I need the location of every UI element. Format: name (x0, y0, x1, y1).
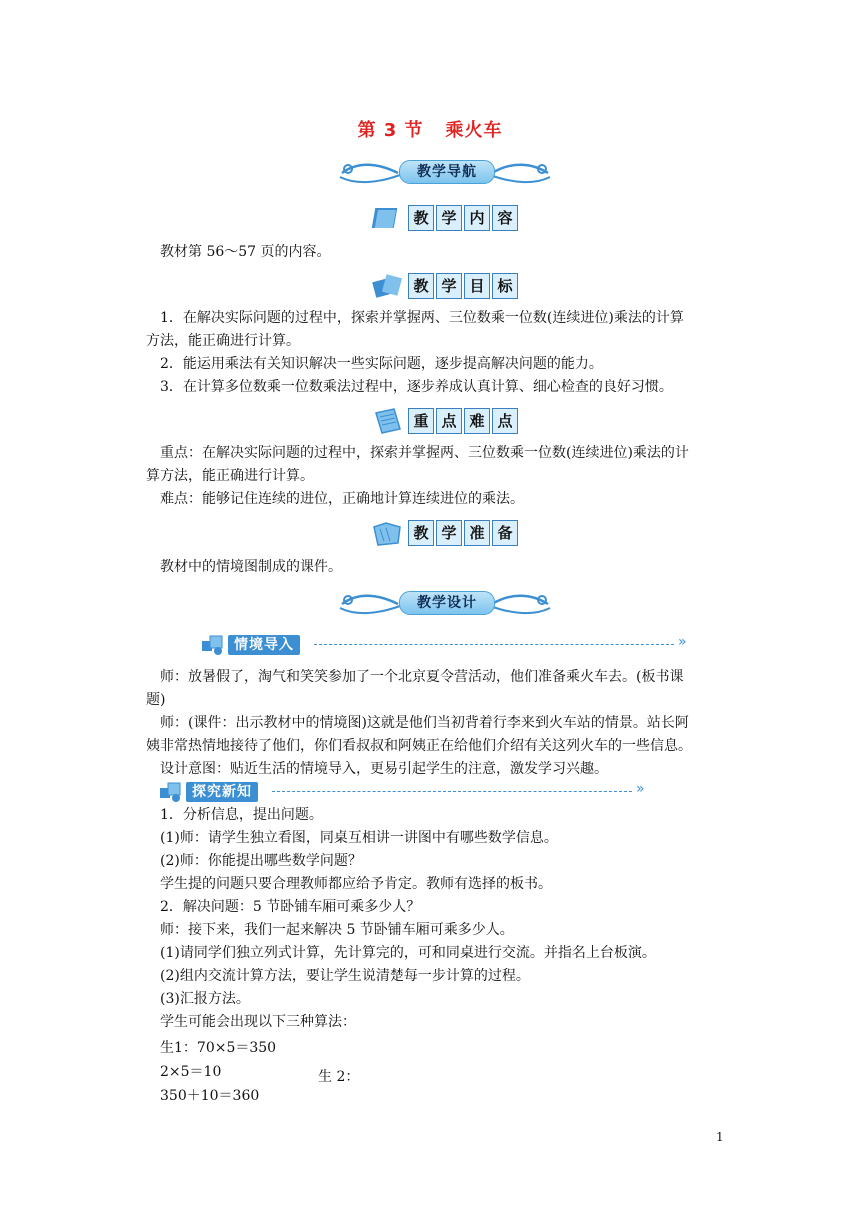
explore-line: 学生可能会出现以下三种算法： (160, 1014, 356, 1030)
double-arrow-icon: » (636, 781, 645, 797)
blocks-icon (200, 633, 226, 657)
page-number: 1 (716, 1130, 724, 1144)
target-icon (370, 272, 406, 300)
section-char: 学 (436, 520, 462, 546)
intro-line: 设计意图：贴近生活的情境导入，更易引起学生的注意，激发学习兴趣。 (160, 761, 608, 777)
goal-line: 2．能运用乘法有关知识解决一些实际问题，逐步提高解决问题的能力。 (160, 356, 603, 372)
tag-explore-new (158, 780, 658, 802)
goal-line: 3．在计算多位数乘一位数乘法过程中，逐步养成认真计算、细心检查的良好习惯。 (160, 379, 673, 395)
explore-line: 学生提的问题只要合理教师都应给予肯定。教师有选择的板书。 (160, 876, 552, 892)
explore-line: (2)师：你能提出哪些数学问题？ (160, 853, 362, 869)
banner-label: 教学导航 (399, 160, 495, 184)
section-char: 难 (464, 408, 490, 434)
section-char: 内 (464, 205, 490, 231)
calc-student-1 (160, 1036, 276, 1108)
intro-line: 题) (146, 692, 166, 708)
explore-line: (1)请同学们独立列式计算，先计算完的，可和同桌进行交流。并指名上台板演。 (160, 945, 656, 961)
key-line: 重点：在解决实际问题的过程中，探索并掌握两、三位数乘一位数(连续进位)乘法的计 (160, 445, 689, 461)
tag-label: 情境导入 (228, 635, 300, 655)
calc-line: 生1：70×5＝350 (160, 1040, 277, 1056)
blocks-icon (158, 780, 184, 804)
intro-text (146, 666, 736, 781)
keys-text (146, 442, 736, 511)
intro-line: 师：放暑假了，淘气和笑笑参加了一个北京夏令营活动，他们准备乘火车去。(板书课 (160, 669, 684, 685)
calc-line: 350＋10＝360 (160, 1088, 260, 1104)
page-title (0, 116, 860, 142)
explore-line: 师：接下来，我们一起来解决 5 节卧铺车厢可乘多少人。 (160, 922, 514, 938)
dashed-divider (272, 791, 632, 792)
content-text: 教材第 56～57 页的内容。 (160, 244, 331, 260)
double-arrow-icon: » (678, 634, 687, 650)
tag-scenario-intro (200, 633, 700, 655)
section-char: 目 (464, 273, 490, 299)
explore-line: (3)汇报方法。 (160, 991, 250, 1007)
book-icon (370, 204, 406, 232)
explore-line: 1．分析信息，提出问题。 (160, 807, 323, 823)
goal-line: 1．在解决实际问题的过程中，探索并掌握两、三位数乘一位数(连续进位)乘法的计算 (160, 310, 684, 326)
section-char: 点 (492, 408, 518, 434)
section-char: 点 (436, 408, 462, 434)
dashed-divider (314, 644, 674, 645)
intro-line: 姨非常热情地接待了他们，你们看叔叔和阿姨正在给他们介绍有关这列火车的一些信息。 (146, 738, 692, 754)
key-line: 算方法，能正确进行计算。 (146, 468, 314, 484)
banner-teaching-design (338, 586, 552, 620)
paper-icon (370, 407, 406, 435)
section-char: 教 (408, 520, 434, 546)
intro-line: 师：(课件：出示教材中的情境图)这就是他们当初背着行李来到火车站的情景。站长阿 (160, 715, 689, 731)
prep-text: 教材中的情境图制成的课件。 (160, 559, 342, 575)
section-char: 准 (464, 520, 490, 546)
tag-label: 探究新知 (186, 782, 258, 802)
explore-text (146, 804, 736, 1034)
goal-line: 方法，能正确进行计算。 (146, 333, 300, 349)
chapter-label: 第 3 节 (357, 120, 424, 141)
folder-icon (370, 519, 406, 547)
key-line: 难点：能够记住连续的进位，正确地计算连续进位的乘法。 (160, 491, 524, 507)
section-char: 教 (408, 273, 434, 299)
banner-teaching-nav (338, 155, 552, 189)
section-char: 容 (492, 205, 518, 231)
explore-line: (1)师：请学生独立看图，同桌互相讲一讲图中有哪些数学信息。 (160, 830, 558, 846)
calc-student-2: 生 2： (318, 1069, 360, 1085)
section-char: 学 (436, 205, 462, 231)
explore-line: 2．解决问题：5 节卧铺车厢可乘多少人？ (160, 899, 421, 915)
section-char: 备 (492, 520, 518, 546)
lesson-name: 乘火车 (445, 120, 503, 141)
section-char: 重 (408, 408, 434, 434)
goals-text (146, 307, 736, 399)
section-char: 学 (436, 273, 462, 299)
calc-line: 2×5＝10 (160, 1064, 222, 1080)
section-char: 标 (492, 273, 518, 299)
explore-line: (2)组内交流计算方法，要让学生说清楚每一步计算的过程。 (160, 968, 530, 984)
section-char: 教 (408, 205, 434, 231)
banner-label: 教学设计 (399, 591, 495, 615)
